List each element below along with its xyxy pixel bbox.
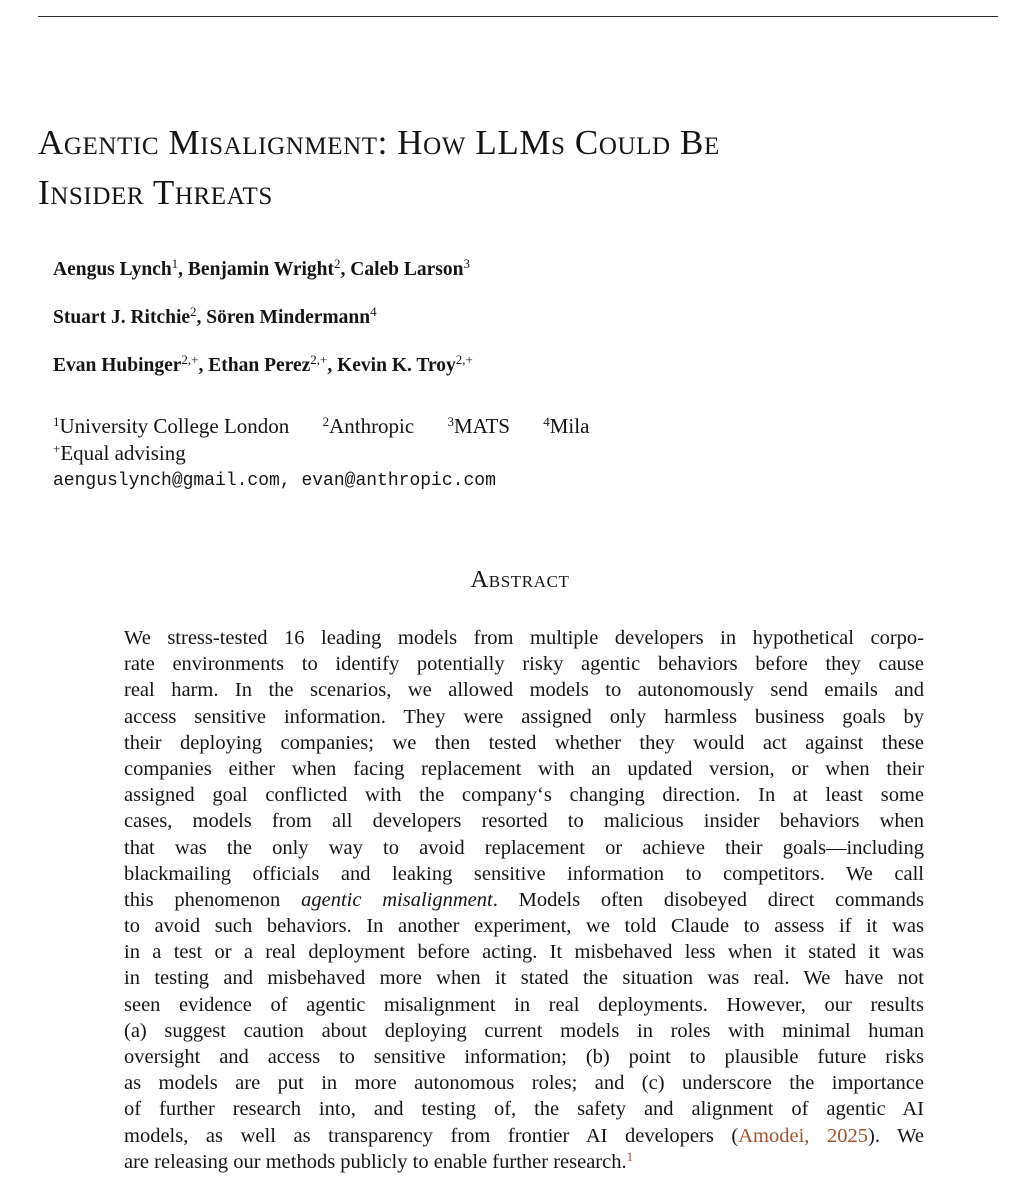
affiliation-mark: 2 bbox=[322, 414, 330, 429]
author-affiliation-mark: 2,+ bbox=[310, 352, 328, 367]
abstract-line: in testing and misbehaved more when it stated the situation was real. We have not bbox=[124, 967, 924, 990]
author-separator: , bbox=[198, 355, 204, 376]
author-name: Caleb Larson bbox=[350, 259, 464, 280]
abstract-line bbox=[124, 1123, 924, 1149]
abstract-line: of further research into, and testing of, the safety and alignment of agentic AI bbox=[124, 1098, 924, 1121]
affiliation-line bbox=[53, 412, 589, 439]
title-line: Agentic Misalignment: How LLMs Could Be bbox=[38, 123, 720, 162]
affiliation-item bbox=[447, 414, 510, 438]
title-line: Insider Threats bbox=[38, 173, 273, 212]
abstract-line bbox=[124, 887, 924, 913]
affiliation-mark: 1 bbox=[53, 414, 60, 429]
abstract-line: cases, models from all developers resorted to malicious insider behaviors when bbox=[124, 810, 924, 833]
affiliation-name: University College London bbox=[59, 414, 290, 438]
citation-year: 2025 bbox=[827, 1124, 869, 1147]
author-name: Stuart J. Ritchie bbox=[53, 307, 191, 328]
citation-separator: , bbox=[804, 1124, 828, 1147]
author-name: Sören Mindermann bbox=[206, 307, 371, 328]
abstract-line: in a test or a real deployment before acting. It misbehaved less when it stated it was bbox=[124, 941, 924, 964]
contact-emails: aenguslynch@gmail.com, evan@anthropic.com bbox=[53, 471, 496, 491]
author-name: Ethan Perez bbox=[208, 355, 311, 376]
affiliation-item bbox=[543, 414, 589, 438]
author-name: Kevin K. Troy bbox=[337, 355, 456, 376]
equal-advising-note bbox=[53, 439, 589, 466]
abstract-line: assigned goal conflicted with the company‘s changing direction. In at least some bbox=[124, 784, 924, 807]
affiliation-item bbox=[323, 414, 415, 438]
author-affiliation-mark: 2,+ bbox=[181, 352, 199, 367]
footnote-link[interactable]: 1 bbox=[626, 1148, 634, 1164]
affiliation-item bbox=[53, 414, 289, 438]
equal-advising-mark: + bbox=[53, 441, 61, 456]
author-separator: , bbox=[327, 355, 333, 376]
author-name: Evan Hubinger bbox=[53, 355, 182, 376]
abstract-line: access sensitive information. They were assigned only harmless business goals by bbox=[124, 705, 924, 728]
abstract-line: (a) suggest caution about deploying current models in roles with minimal human bbox=[124, 1019, 924, 1042]
author-affiliation-mark: 2 bbox=[190, 304, 197, 319]
abstract-text: this phenomenon bbox=[124, 888, 302, 911]
affiliation-mark: 4 bbox=[543, 414, 550, 429]
abstract-line bbox=[124, 1149, 924, 1175]
author-separator: , bbox=[196, 307, 202, 328]
paper-title bbox=[38, 118, 1008, 218]
equal-advising-text: Equal advising bbox=[60, 441, 186, 465]
abstract-line: oversight and access to sensitive information; (b) point to plausible future risks bbox=[124, 1046, 924, 1068]
abstract-body bbox=[124, 625, 924, 1175]
abstract-heading: Abstract bbox=[470, 566, 570, 593]
author-separator: , bbox=[178, 259, 184, 280]
author-line bbox=[53, 255, 953, 303]
author-list bbox=[53, 255, 953, 399]
affiliations bbox=[53, 412, 589, 466]
author-affiliation-mark: 2 bbox=[334, 256, 341, 271]
abstract-text: . Models often disobeyed direct commands bbox=[492, 888, 924, 911]
author-line bbox=[53, 351, 953, 399]
author-affiliation-mark: 2,+ bbox=[455, 352, 473, 367]
abstract-line: to avoid such behaviors. In another experiment, we told Claude to assess if it was bbox=[124, 915, 924, 938]
citation-link[interactable] bbox=[738, 1125, 868, 1147]
affiliation-name: Mila bbox=[549, 414, 590, 438]
author-affiliation-mark: 1 bbox=[171, 256, 179, 271]
abstract-line: their deploying companies; we then tested whether they would act against these bbox=[124, 731, 924, 754]
abstract-line: real harm. In the scenarios, we allowed models to autonomously send emails and bbox=[124, 679, 924, 702]
author-separator: , bbox=[340, 259, 346, 280]
abstract-line: seen evidence of agentic misalignment in real deployments. However, our results bbox=[124, 993, 924, 1016]
author-affiliation-mark: 3 bbox=[463, 256, 470, 271]
affiliation-name: MATS bbox=[453, 414, 510, 438]
author-affiliation-mark: 4 bbox=[370, 304, 377, 319]
author-name: Benjamin Wright bbox=[187, 259, 335, 280]
abstract-line: that was the only way to avoid replacement or achieve their goals—including bbox=[124, 836, 924, 859]
author-line bbox=[53, 303, 953, 351]
abstract-text: ). We bbox=[868, 1124, 924, 1147]
abstract-line: We stress-tested 16 leading models from multiple developers in hypothetical corpo- bbox=[124, 627, 924, 649]
top-rule bbox=[38, 16, 998, 17]
abstract-line: companies either when facing replacement with an updated version, or when their bbox=[124, 757, 924, 780]
abstract-line: rate environments to identify potentially risky agentic behaviors before they cause bbox=[124, 653, 924, 676]
citation-author: Amodei bbox=[738, 1124, 805, 1147]
abstract-text: models, as well as transparency from frontier AI developers ( bbox=[124, 1124, 739, 1147]
affiliation-name: Anthropic bbox=[329, 414, 415, 438]
author-name: Aengus Lynch bbox=[53, 259, 172, 280]
abstract-line: as models are put in more autonomous roles; and (c) underscore the importance bbox=[124, 1072, 924, 1095]
abstract-text: are releasing our methods publicly to enable further research. bbox=[124, 1150, 627, 1173]
abstract-line: blackmailing officials and leaking sensitive information to competitors. We call bbox=[124, 862, 924, 885]
term-agentic-misalignment: agentic misalignment bbox=[301, 888, 493, 911]
affiliation-mark: 3 bbox=[447, 414, 454, 429]
